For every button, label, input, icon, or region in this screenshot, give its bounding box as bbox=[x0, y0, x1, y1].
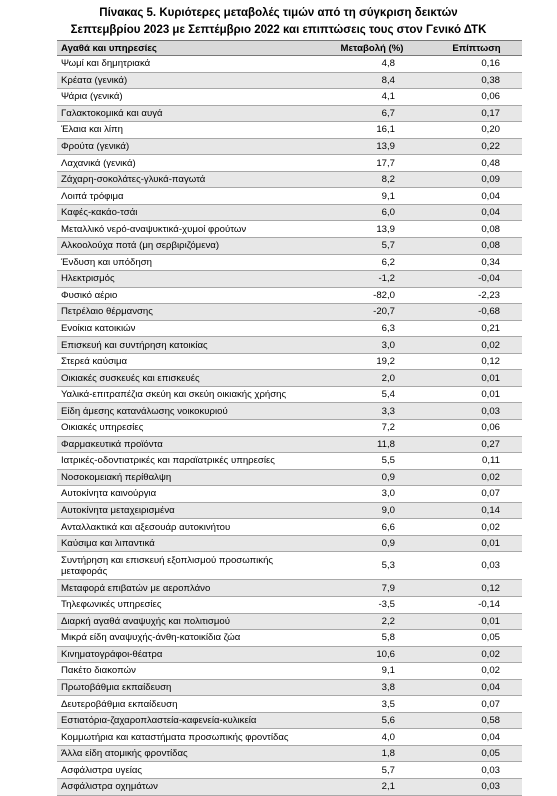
cell-impact: 0,04 bbox=[427, 188, 522, 205]
cell-impact: 0,08 bbox=[427, 238, 522, 255]
cell-impact: 0,12 bbox=[427, 580, 522, 597]
cell-change: 7,9 bbox=[317, 580, 427, 597]
table-row bbox=[57, 420, 522, 437]
cell-item: Φρούτα (γενικά) bbox=[57, 138, 317, 155]
cell-impact: -0,68 bbox=[427, 304, 522, 321]
table-row bbox=[57, 745, 522, 762]
cell-change: 5,5 bbox=[317, 453, 427, 470]
table-row bbox=[57, 535, 522, 552]
cell-item: Ανταλλακτικά και αξεσουάρ αυτοκινήτου bbox=[57, 519, 317, 536]
cell-change: 2,2 bbox=[317, 613, 427, 630]
cell-item: Κρέατα (γενικά) bbox=[57, 72, 317, 89]
table-row bbox=[57, 271, 522, 288]
cell-item: Αυτοκίνητα μεταχειρισμένα bbox=[57, 502, 317, 519]
cell-change: 11,8 bbox=[317, 436, 427, 453]
cell-change: 3,0 bbox=[317, 486, 427, 503]
table-row bbox=[57, 403, 522, 420]
table-row bbox=[57, 613, 522, 630]
cell-item: Οικιακές υπηρεσίες bbox=[57, 420, 317, 437]
cell-item: Λαχανικά (γενικά) bbox=[57, 155, 317, 172]
cell-change: 5,4 bbox=[317, 386, 427, 403]
cell-item: Αλκοολούχα ποτά (μη σερβιριζόμενα) bbox=[57, 238, 317, 255]
cell-item: Κινηματογράφοι-θέατρα bbox=[57, 646, 317, 663]
table-header-row bbox=[57, 41, 522, 56]
cell-item: Επισκευή και συντήρηση κατοικίας bbox=[57, 337, 317, 354]
table-row bbox=[57, 370, 522, 387]
header-change: Μεταβολή (%) bbox=[317, 41, 427, 56]
cell-impact: 0,58 bbox=[427, 712, 522, 729]
cell-impact: 0,02 bbox=[427, 519, 522, 536]
cell-item: Αυτοκίνητα καινούργια bbox=[57, 486, 317, 503]
cell-item: Νοσοκομειακή περίθαλψη bbox=[57, 469, 317, 486]
cell-impact: 0,03 bbox=[427, 403, 522, 420]
cell-impact: 0,27 bbox=[427, 436, 522, 453]
cell-item: Άλλα είδη ατομικής φροντίδας bbox=[57, 745, 317, 762]
table-row bbox=[57, 188, 522, 205]
cell-change: 6,0 bbox=[317, 204, 427, 221]
cell-item: Διαρκή αγαθά αναψυχής και πολιτισμού bbox=[57, 613, 317, 630]
cell-impact: 0,05 bbox=[427, 745, 522, 762]
cell-change: -82,0 bbox=[317, 287, 427, 304]
cell-item: Εστιατόρια-ζαχαροπλαστεία-καφενεία-κυλικεία bbox=[57, 712, 317, 729]
header-item: Αγαθά και υπηρεσίες bbox=[57, 41, 317, 56]
cell-item: Τηλεφωνικές υπηρεσίες bbox=[57, 596, 317, 613]
cell-impact: 0,02 bbox=[427, 469, 522, 486]
cell-change: 13,9 bbox=[317, 221, 427, 238]
cell-change: 6,3 bbox=[317, 320, 427, 337]
header-impact: Επίπτωση bbox=[427, 41, 522, 56]
cell-item: Είδη άμεσης κατανάλωσης νοικοκυριού bbox=[57, 403, 317, 420]
cell-item: Φυσικό αέριο bbox=[57, 287, 317, 304]
cell-change: 19,2 bbox=[317, 353, 427, 370]
cell-change: 16,1 bbox=[317, 122, 427, 139]
table-row bbox=[57, 221, 522, 238]
cell-impact: -2,23 bbox=[427, 287, 522, 304]
cell-change: 2,0 bbox=[317, 370, 427, 387]
cell-change: 5,7 bbox=[317, 238, 427, 255]
cell-impact: 0,07 bbox=[427, 696, 522, 713]
cell-impact: 0,16 bbox=[427, 56, 522, 73]
cell-impact: 0,04 bbox=[427, 204, 522, 221]
price-changes-table bbox=[57, 40, 522, 796]
cell-impact: -0,14 bbox=[427, 596, 522, 613]
cell-item: Μεταλλικό νερό-αναψυκτικά-χυμοί φρούτων bbox=[57, 221, 317, 238]
cell-item: Ιατρικές-οδοντιατρικές και παραϊατρικές υπηρεσίες bbox=[57, 453, 317, 470]
table-title-line-2: Σεπτεμβρίου 2023 με Σεπτέμβριο 2022 και επιπτώσεις τους στον Γενικό ΔΤΚ bbox=[70, 24, 487, 36]
cell-impact: 0,03 bbox=[427, 552, 522, 580]
cell-impact: 0,08 bbox=[427, 221, 522, 238]
cell-item: Υαλικά-επιτραπέζια σκεύη και σκεύη οικιακής χρήσης bbox=[57, 386, 317, 403]
table-row bbox=[57, 679, 522, 696]
table-row bbox=[57, 436, 522, 453]
table-row bbox=[57, 712, 522, 729]
cell-change: 2,1 bbox=[317, 778, 427, 795]
cell-impact: 0,04 bbox=[427, 679, 522, 696]
table-row bbox=[57, 155, 522, 172]
table-row bbox=[57, 663, 522, 680]
cell-impact: 0,11 bbox=[427, 453, 522, 470]
table-row bbox=[57, 304, 522, 321]
cell-item: Μεταφορά επιβατών με αεροπλάνο bbox=[57, 580, 317, 597]
cell-change: 5,7 bbox=[317, 762, 427, 779]
cell-impact: 0,12 bbox=[427, 353, 522, 370]
table-row bbox=[57, 502, 522, 519]
cell-item: Ψάρια (γενικά) bbox=[57, 89, 317, 106]
cell-change: 17,7 bbox=[317, 155, 427, 172]
cell-impact: 0,01 bbox=[427, 535, 522, 552]
cell-impact: 0,22 bbox=[427, 138, 522, 155]
cell-item: Γαλακτοκομικά και αυγά bbox=[57, 105, 317, 122]
table-row bbox=[57, 238, 522, 255]
cell-impact: -0,04 bbox=[427, 271, 522, 288]
cell-item: Πακέτο διακοπών bbox=[57, 663, 317, 680]
table-row bbox=[57, 254, 522, 271]
table-row bbox=[57, 646, 522, 663]
cell-item: Κομμωτήρια και καταστήματα προσωπικής φροντίδας bbox=[57, 729, 317, 746]
cell-change: 10,6 bbox=[317, 646, 427, 663]
cell-change: 5,3 bbox=[317, 552, 427, 580]
cell-impact: 0,03 bbox=[427, 762, 522, 779]
cell-item: Δευτεροβάθμια εκπαίδευση bbox=[57, 696, 317, 713]
cell-impact: 0,14 bbox=[427, 502, 522, 519]
cell-impact: 0,02 bbox=[427, 663, 522, 680]
table-body bbox=[57, 56, 522, 796]
cell-item: Λοιπά τρόφιμα bbox=[57, 188, 317, 205]
cell-change: -3,5 bbox=[317, 596, 427, 613]
cell-change: 0,9 bbox=[317, 469, 427, 486]
table-row bbox=[57, 486, 522, 503]
cell-change: 9,0 bbox=[317, 502, 427, 519]
table-row bbox=[57, 171, 522, 188]
table-row bbox=[57, 138, 522, 155]
cell-item: Πρωτοβάθμια εκπαίδευση bbox=[57, 679, 317, 696]
cell-impact: 0,20 bbox=[427, 122, 522, 139]
cell-impact: 0,38 bbox=[427, 72, 522, 89]
table-row bbox=[57, 630, 522, 647]
cell-item: Ενοίκια κατοικιών bbox=[57, 320, 317, 337]
cell-change: 3,8 bbox=[317, 679, 427, 696]
table-row bbox=[57, 204, 522, 221]
cell-impact: 0,06 bbox=[427, 420, 522, 437]
cell-impact: 0,34 bbox=[427, 254, 522, 271]
cell-impact: 0,01 bbox=[427, 386, 522, 403]
cell-change: -1,2 bbox=[317, 271, 427, 288]
table-row bbox=[57, 552, 522, 580]
cell-item: Φαρμακευτικά προϊόντα bbox=[57, 436, 317, 453]
cell-change: 6,6 bbox=[317, 519, 427, 536]
table-row bbox=[57, 320, 522, 337]
table-row bbox=[57, 89, 522, 106]
cell-item: Ζάχαρη-σοκολάτες-γλυκά-παγωτά bbox=[57, 171, 317, 188]
cell-impact: 0,05 bbox=[427, 630, 522, 647]
table-row bbox=[57, 287, 522, 304]
cell-change: 6,2 bbox=[317, 254, 427, 271]
cell-change: 8,2 bbox=[317, 171, 427, 188]
cell-item: Ψωμί και δημητριακά bbox=[57, 56, 317, 73]
table-row bbox=[57, 778, 522, 795]
cell-change: 5,6 bbox=[317, 712, 427, 729]
cell-item: Στερεά καύσιμα bbox=[57, 353, 317, 370]
cell-impact: 0,06 bbox=[427, 89, 522, 106]
cell-impact: 0,07 bbox=[427, 486, 522, 503]
cell-change: 3,5 bbox=[317, 696, 427, 713]
cell-impact: 0,02 bbox=[427, 646, 522, 663]
cell-impact: 0,02 bbox=[427, 337, 522, 354]
cell-change: 4,0 bbox=[317, 729, 427, 746]
table-row bbox=[57, 337, 522, 354]
table-row bbox=[57, 469, 522, 486]
cell-item: Ηλεκτρισμός bbox=[57, 271, 317, 288]
cell-change: 7,2 bbox=[317, 420, 427, 437]
cell-change: 9,1 bbox=[317, 188, 427, 205]
table-row bbox=[57, 762, 522, 779]
table-row bbox=[57, 353, 522, 370]
cell-change: 3,0 bbox=[317, 337, 427, 354]
cell-change: 0,9 bbox=[317, 535, 427, 552]
cell-change: 3,3 bbox=[317, 403, 427, 420]
table-row bbox=[57, 105, 522, 122]
cell-change: 4,8 bbox=[317, 56, 427, 73]
cell-change: 8,4 bbox=[317, 72, 427, 89]
cell-item: Καύσιμα και λιπαντικά bbox=[57, 535, 317, 552]
cell-item: Ένδυση και υπόδηση bbox=[57, 254, 317, 271]
table-row bbox=[57, 56, 522, 73]
table-row bbox=[57, 696, 522, 713]
cell-item: Καφές-κακάο-τσάι bbox=[57, 204, 317, 221]
table-row bbox=[57, 580, 522, 597]
cell-item: Συντήρηση και επισκευή εξοπλισμού προσωπικής μεταφοράς bbox=[57, 552, 317, 580]
table-row bbox=[57, 72, 522, 89]
table-row bbox=[57, 453, 522, 470]
cell-impact: 0,21 bbox=[427, 320, 522, 337]
cell-change: -20,7 bbox=[317, 304, 427, 321]
table-row bbox=[57, 596, 522, 613]
cell-change: 4,1 bbox=[317, 89, 427, 106]
cell-change: 13,9 bbox=[317, 138, 427, 155]
table-row bbox=[57, 386, 522, 403]
cell-item: Ασφάλιστρα υγείας bbox=[57, 762, 317, 779]
cell-impact: 0,01 bbox=[427, 613, 522, 630]
cell-change: 6,7 bbox=[317, 105, 427, 122]
cell-impact: 0,48 bbox=[427, 155, 522, 172]
table-row bbox=[57, 122, 522, 139]
cell-item: Οικιακές συσκευές και επισκευές bbox=[57, 370, 317, 387]
cell-item: Μικρά είδη αναψυχής-άνθη-κατοικίδια ζώα bbox=[57, 630, 317, 647]
cell-item: Πετρέλαιο θέρμανσης bbox=[57, 304, 317, 321]
cell-impact: 0,03 bbox=[427, 778, 522, 795]
cell-item: Έλαια και λίπη bbox=[57, 122, 317, 139]
cell-impact: 0,01 bbox=[427, 370, 522, 387]
cell-change: 5,8 bbox=[317, 630, 427, 647]
cell-item: Ασφάλιστρα οχημάτων bbox=[57, 778, 317, 795]
table-row bbox=[57, 519, 522, 536]
cell-impact: 0,04 bbox=[427, 729, 522, 746]
cell-change: 9,1 bbox=[317, 663, 427, 680]
cell-impact: 0,09 bbox=[427, 171, 522, 188]
cell-change: 1,8 bbox=[317, 745, 427, 762]
table-row bbox=[57, 729, 522, 746]
cell-impact: 0,17 bbox=[427, 105, 522, 122]
table-title-line-1: Πίνακας 5. Κυριότερες μεταβολές τιμών από τη σύγκριση δεικτών bbox=[99, 7, 458, 19]
